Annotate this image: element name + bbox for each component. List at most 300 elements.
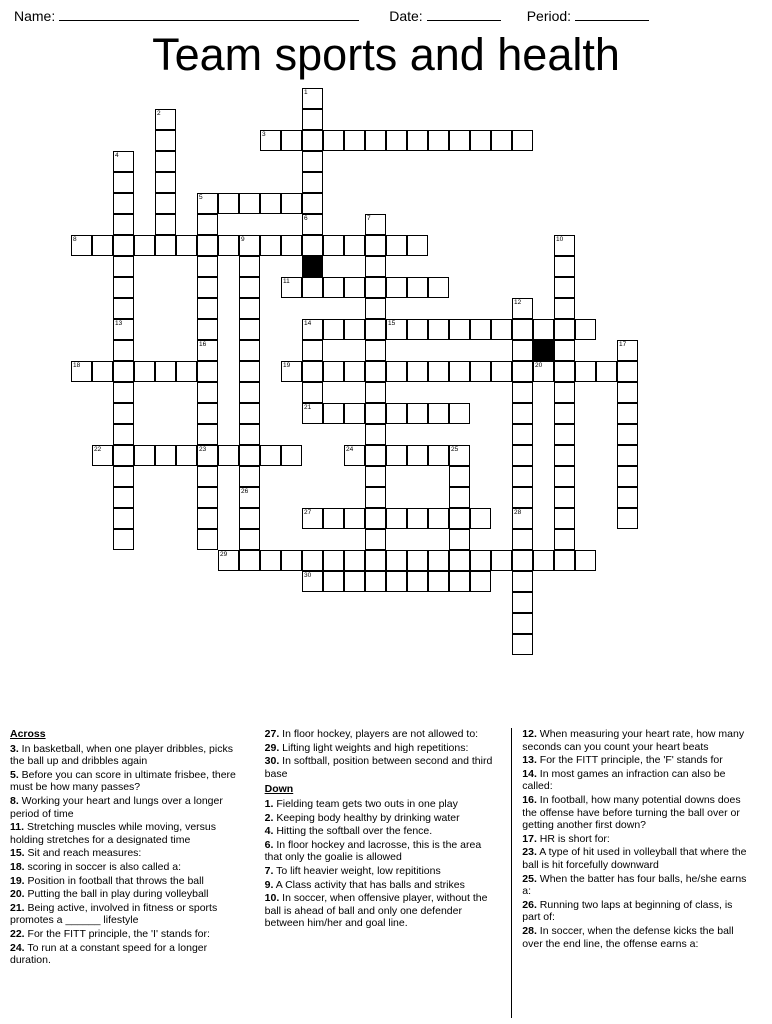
crossword-cell[interactable] <box>197 361 218 382</box>
crossword-cell[interactable] <box>428 508 449 529</box>
crossword-cell[interactable] <box>197 382 218 403</box>
crossword-cell[interactable] <box>617 508 638 529</box>
crossword-cell[interactable] <box>617 424 638 445</box>
crossword-cell[interactable] <box>281 445 302 466</box>
crossword-cell[interactable] <box>134 361 155 382</box>
crossword-cell[interactable] <box>113 508 134 529</box>
crossword-cell[interactable] <box>386 508 407 529</box>
crossword-cell[interactable] <box>365 403 386 424</box>
crossword-cell[interactable] <box>239 361 260 382</box>
clue-text: Running two laps at beginning of class, is part of: <box>522 898 733 924</box>
crossword-cell[interactable] <box>302 109 323 130</box>
crossword-cell[interactable] <box>386 361 407 382</box>
crossword-cell[interactable] <box>554 445 575 466</box>
crossword-cell[interactable] <box>449 550 470 571</box>
crossword-cell[interactable] <box>155 130 176 151</box>
crossword-cell[interactable] <box>218 193 239 214</box>
crossword-cell[interactable] <box>113 361 134 382</box>
crossword-cell[interactable] <box>554 382 575 403</box>
crossword-cell[interactable] <box>512 550 533 571</box>
crossword-cell[interactable] <box>512 340 533 361</box>
clue-item <box>265 865 500 878</box>
crossword-cell[interactable] <box>386 571 407 592</box>
down-clue-list-part1 <box>265 798 500 930</box>
crossword-cell[interactable] <box>260 550 281 571</box>
crossword-cell[interactable] <box>239 529 260 550</box>
cell-number: 23 <box>199 445 207 453</box>
crossword-cell[interactable] <box>617 340 638 361</box>
clue-number: 17. <box>522 832 537 845</box>
crossword-cell[interactable] <box>512 529 533 550</box>
crossword-cell[interactable] <box>365 319 386 340</box>
crossword-cell[interactable] <box>533 319 554 340</box>
crossword-cell[interactable] <box>113 277 134 298</box>
cell-number: 12 <box>514 298 522 306</box>
crossword-cell[interactable] <box>155 445 176 466</box>
cell-number: 29 <box>220 550 228 558</box>
crossword-cell[interactable] <box>386 277 407 298</box>
crossword-cell[interactable] <box>449 445 470 466</box>
crossword-cell[interactable] <box>302 403 323 424</box>
crossword-cell[interactable] <box>155 151 176 172</box>
crossword-cell[interactable] <box>302 130 323 151</box>
crossword-cell[interactable] <box>281 193 302 214</box>
crossword-cell[interactable] <box>323 508 344 529</box>
crossword-cell[interactable] <box>239 445 260 466</box>
crossword-cell[interactable] <box>197 445 218 466</box>
cell-number: 18 <box>73 361 81 369</box>
crossword-cell[interactable] <box>554 508 575 529</box>
crossword-cell[interactable] <box>344 403 365 424</box>
crossword-cell[interactable] <box>470 550 491 571</box>
cell-number: 10 <box>556 235 564 243</box>
crossword-cell[interactable] <box>554 529 575 550</box>
crossword-cell[interactable] <box>365 256 386 277</box>
crossword-cell[interactable] <box>512 508 533 529</box>
crossword-cell[interactable] <box>239 298 260 319</box>
cell-number: 30 <box>304 571 312 579</box>
crossword-cell[interactable] <box>554 466 575 487</box>
clue-text: For the FITT principle, the 'I' stands for: <box>24 927 210 940</box>
crossword-cell[interactable] <box>197 214 218 235</box>
crossword-cell[interactable] <box>512 403 533 424</box>
crossword-cell[interactable] <box>323 319 344 340</box>
crossword-cell[interactable] <box>386 403 407 424</box>
across-clue-list-part1 <box>10 743 249 967</box>
crossword-cell[interactable] <box>197 529 218 550</box>
crossword-cell[interactable] <box>365 340 386 361</box>
crossword-cell[interactable] <box>449 130 470 151</box>
crossword-cell[interactable] <box>554 340 575 361</box>
crossword-cell[interactable] <box>218 550 239 571</box>
crossword-cell[interactable] <box>428 550 449 571</box>
crossword-cell[interactable] <box>113 424 134 445</box>
crossword-cell[interactable] <box>554 298 575 319</box>
crossword-cell[interactable] <box>386 235 407 256</box>
crossword-cell[interactable] <box>113 235 134 256</box>
clue-number: 12. <box>522 728 537 740</box>
cell-number: 1 <box>304 88 308 96</box>
clue-item <box>10 928 249 941</box>
crossword-cell[interactable] <box>239 424 260 445</box>
crossword-cell[interactable] <box>113 298 134 319</box>
crossword-cell[interactable] <box>428 130 449 151</box>
crossword-cell[interactable] <box>512 382 533 403</box>
crossword-cell[interactable] <box>113 466 134 487</box>
crossword-cell[interactable] <box>239 508 260 529</box>
crossword-cell[interactable] <box>197 508 218 529</box>
crossword-cell[interactable] <box>323 361 344 382</box>
crossword-cell[interactable] <box>365 235 386 256</box>
crossword-cell[interactable] <box>365 424 386 445</box>
crossword-cell[interactable] <box>428 277 449 298</box>
crossword-cell[interactable] <box>176 235 197 256</box>
crossword-cell[interactable] <box>323 403 344 424</box>
crossword-cell[interactable] <box>512 298 533 319</box>
crossword-cell[interactable] <box>617 403 638 424</box>
crossword-cell[interactable] <box>197 256 218 277</box>
crossword-cell[interactable] <box>344 550 365 571</box>
crossword-cell[interactable] <box>428 319 449 340</box>
crossword-cell[interactable] <box>407 130 428 151</box>
crossword-cell[interactable] <box>491 319 512 340</box>
clue-item <box>522 925 750 950</box>
clue-text: In soccer, when offensive player, without the ball is ahead of ball and only one defender between him/her and goal line. <box>264 892 488 930</box>
crossword-cell[interactable] <box>407 403 428 424</box>
crossword-cell[interactable] <box>533 550 554 571</box>
crossword-cell[interactable] <box>512 319 533 340</box>
crossword-cell[interactable] <box>197 466 218 487</box>
crossword-cell[interactable] <box>302 382 323 403</box>
crossword-cell[interactable] <box>218 235 239 256</box>
crossword-cell[interactable] <box>470 571 491 592</box>
cell-number: 22 <box>94 445 102 453</box>
crossword-cell[interactable] <box>449 487 470 508</box>
crossword-cell[interactable] <box>449 466 470 487</box>
crossword-cell[interactable] <box>365 550 386 571</box>
cell-number: 26 <box>241 487 249 495</box>
clue-item <box>10 942 249 967</box>
crossword-cell[interactable] <box>239 277 260 298</box>
crossword-cell[interactable] <box>113 172 134 193</box>
crossword-cell[interactable] <box>239 487 260 508</box>
crossword-cell[interactable] <box>302 571 323 592</box>
crossword-cell[interactable] <box>323 571 344 592</box>
crossword-cell[interactable] <box>449 508 470 529</box>
crossword-cell[interactable] <box>512 592 533 613</box>
crossword-cell[interactable] <box>512 130 533 151</box>
crossword-cell[interactable] <box>449 571 470 592</box>
clue-number: 26. <box>522 898 537 911</box>
crossword-cell[interactable] <box>554 319 575 340</box>
crossword-cell[interactable] <box>512 571 533 592</box>
crossword-cell[interactable] <box>155 172 176 193</box>
crossword-cell[interactable] <box>365 361 386 382</box>
crossword-cell[interactable] <box>365 130 386 151</box>
crossword-cell[interactable] <box>617 445 638 466</box>
crossword-cell[interactable] <box>155 214 176 235</box>
crossword-cell[interactable] <box>512 634 533 655</box>
clue-text: In floor hockey and lacrosse, this is the area that only the goalie is allowed <box>264 838 482 864</box>
crossword-cell[interactable] <box>491 361 512 382</box>
crossword-cell[interactable] <box>512 361 533 382</box>
crossword-cell[interactable] <box>323 130 344 151</box>
crossword-cell[interactable] <box>239 193 260 214</box>
crossword-cell[interactable] <box>365 508 386 529</box>
crossword-cell[interactable] <box>428 403 449 424</box>
crossword-cell[interactable] <box>512 487 533 508</box>
crossword-cell[interactable] <box>575 550 596 571</box>
crossword-cell[interactable] <box>323 277 344 298</box>
crossword-cell[interactable] <box>155 235 176 256</box>
crossword-cell[interactable] <box>365 277 386 298</box>
crossword-cell[interactable] <box>365 445 386 466</box>
crossword-cell[interactable] <box>239 319 260 340</box>
clue-text: Before you can score in ultimate frisbee, there must be how many passes? <box>10 768 236 794</box>
clue-number: 14. <box>522 767 537 780</box>
crossword-cell[interactable] <box>554 256 575 277</box>
crossword-cell[interactable] <box>155 109 176 130</box>
clue-item <box>10 875 249 888</box>
crossword-cell[interactable] <box>407 445 428 466</box>
crossword-cell[interactable] <box>302 277 323 298</box>
crossword-cell[interactable] <box>260 235 281 256</box>
crossword-cell[interactable] <box>449 403 470 424</box>
crossword-cell[interactable] <box>302 508 323 529</box>
crossword-cell[interactable] <box>92 235 113 256</box>
crossword-cell[interactable] <box>71 361 92 382</box>
crossword-cell[interactable] <box>281 361 302 382</box>
crossword-cell[interactable] <box>302 361 323 382</box>
crossword-cell[interactable] <box>92 361 113 382</box>
crossword-cell[interactable] <box>281 130 302 151</box>
crossword-cell[interactable] <box>575 319 596 340</box>
crossword-cell[interactable] <box>134 235 155 256</box>
crossword-cell[interactable] <box>197 193 218 214</box>
crossword-cell[interactable] <box>617 361 638 382</box>
crossword-cell[interactable] <box>344 571 365 592</box>
crossword-cell[interactable] <box>260 130 281 151</box>
crossword-cell[interactable] <box>386 445 407 466</box>
clue-item <box>522 728 750 753</box>
cell-number: 5 <box>199 193 203 201</box>
crossword-cell[interactable] <box>113 319 134 340</box>
crossword-grid[interactable] <box>0 88 772 683</box>
clue-item <box>522 846 750 871</box>
cell-number: 9 <box>241 235 245 243</box>
crossword-cell[interactable] <box>365 382 386 403</box>
crossword-cell[interactable] <box>239 382 260 403</box>
crossword-cell[interactable] <box>197 340 218 361</box>
crossword-cell[interactable] <box>197 403 218 424</box>
cell-number: 19 <box>283 361 291 369</box>
clue-number: 13. <box>522 754 537 767</box>
crossword-cell[interactable] <box>512 613 533 634</box>
crossword-cell[interactable] <box>554 277 575 298</box>
crossword-cell[interactable] <box>197 298 218 319</box>
crossword-cell[interactable] <box>554 235 575 256</box>
crossword-cell[interactable] <box>197 319 218 340</box>
crossword-cell[interactable] <box>302 214 323 235</box>
crossword-cell[interactable] <box>365 529 386 550</box>
date-blank-line[interactable] <box>427 19 501 21</box>
crossword-cell[interactable] <box>323 550 344 571</box>
crossword-cell[interactable] <box>386 319 407 340</box>
clue-number: 6. <box>264 838 274 851</box>
crossword-cell[interactable] <box>155 361 176 382</box>
crossword-cell[interactable] <box>470 319 491 340</box>
crossword-cell[interactable] <box>596 361 617 382</box>
crossword-cell[interactable] <box>281 277 302 298</box>
crossword-cell[interactable] <box>365 214 386 235</box>
crossword-cell[interactable] <box>239 550 260 571</box>
clue-text: Fielding team gets two outs in one play <box>273 797 458 810</box>
crossword-cell[interactable] <box>407 571 428 592</box>
crossword-cell[interactable] <box>113 214 134 235</box>
crossword-cell[interactable] <box>155 193 176 214</box>
crossword-cell[interactable] <box>302 235 323 256</box>
crossword-cell[interactable] <box>260 193 281 214</box>
clue-number: 4. <box>264 825 274 838</box>
cell-number: 16 <box>199 340 207 348</box>
crossword-cell[interactable] <box>176 361 197 382</box>
name-blank-line[interactable] <box>59 19 359 21</box>
clue-item <box>10 861 249 874</box>
crossword-cell[interactable] <box>386 130 407 151</box>
crossword-cell[interactable] <box>113 193 134 214</box>
crossword-cell[interactable] <box>365 298 386 319</box>
crossword-cell[interactable] <box>344 130 365 151</box>
crossword-cell[interactable] <box>302 550 323 571</box>
crossword-cell[interactable] <box>407 361 428 382</box>
crossword-cell[interactable] <box>197 277 218 298</box>
crossword-cell[interactable] <box>554 550 575 571</box>
crossword-cell[interactable] <box>365 571 386 592</box>
crossword-cell[interactable] <box>197 235 218 256</box>
crossword-cell[interactable] <box>176 445 197 466</box>
crossword-cell[interactable] <box>113 487 134 508</box>
clue-number: 11. <box>10 821 25 834</box>
crossword-cell[interactable] <box>239 256 260 277</box>
clue-text: Keeping body healthy by drinking water <box>273 811 460 824</box>
crossword-cell[interactable] <box>260 445 281 466</box>
crossword-cell[interactable] <box>617 487 638 508</box>
clue-column-3 <box>511 728 762 1018</box>
crossword-cell[interactable] <box>113 256 134 277</box>
crossword-cell[interactable] <box>533 361 554 382</box>
clue-text: Stretching muscles while moving, versus holding stretches for a designated time <box>10 821 217 846</box>
crossword-cell[interactable] <box>386 550 407 571</box>
crossword-cell[interactable] <box>323 235 344 256</box>
crossword-cell[interactable] <box>365 466 386 487</box>
crossword-cell[interactable] <box>491 130 512 151</box>
crossword-cell[interactable] <box>113 529 134 550</box>
crossword-cell[interactable] <box>554 424 575 445</box>
crossword-cell[interactable] <box>344 508 365 529</box>
crossword-cell[interactable] <box>407 235 428 256</box>
crossword-cell[interactable] <box>113 340 134 361</box>
crossword-cell[interactable] <box>470 130 491 151</box>
crossword-cell[interactable] <box>554 361 575 382</box>
clue-number: 7. <box>264 864 274 877</box>
crossword-cell[interactable] <box>407 508 428 529</box>
crossword-cell[interactable] <box>512 466 533 487</box>
crossword-cell[interactable] <box>470 508 491 529</box>
crossword-cell[interactable] <box>344 361 365 382</box>
crossword-cell[interactable] <box>512 424 533 445</box>
crossword-cell[interactable] <box>281 235 302 256</box>
crossword-cell[interactable] <box>449 319 470 340</box>
crossword-cell[interactable] <box>428 445 449 466</box>
crossword-cell[interactable] <box>113 445 134 466</box>
crossword-cell[interactable] <box>302 151 323 172</box>
crossword-cell[interactable] <box>302 319 323 340</box>
crossword-cell[interactable] <box>113 151 134 172</box>
crossword-cell[interactable] <box>449 361 470 382</box>
clue-column-1 <box>10 728 261 1018</box>
crossword-cell[interactable] <box>575 361 596 382</box>
crossword-cell[interactable] <box>197 487 218 508</box>
crossword-cell[interactable] <box>407 319 428 340</box>
period-blank-line[interactable] <box>575 19 649 21</box>
crossword-cell[interactable] <box>239 466 260 487</box>
clue-text: In football, how many potential downs does the offense have before turning the ball over or getting another first down? <box>522 793 741 832</box>
crossword-cell[interactable] <box>113 382 134 403</box>
cell-number: 7 <box>367 214 371 222</box>
crossword-cell[interactable] <box>302 172 323 193</box>
crossword-cell[interactable] <box>344 277 365 298</box>
crossword-cell[interactable] <box>407 277 428 298</box>
crossword-cell[interactable] <box>449 529 470 550</box>
crossword-cell[interactable] <box>134 445 155 466</box>
crossword-cell[interactable] <box>281 550 302 571</box>
crossword-cell[interactable] <box>218 445 239 466</box>
crossword-cell[interactable] <box>617 466 638 487</box>
clue-item <box>10 888 249 901</box>
crossword-cell[interactable] <box>239 235 260 256</box>
clue-text: To lift heavier weight, low repititions <box>273 864 441 877</box>
crossword-cell[interactable] <box>491 550 512 571</box>
crossword-cell[interactable] <box>239 340 260 361</box>
crossword-cell[interactable] <box>428 571 449 592</box>
crossword-cell[interactable] <box>92 445 113 466</box>
crossword-cell[interactable] <box>344 445 365 466</box>
crossword-cell[interactable] <box>512 445 533 466</box>
clue-text: In basketball, when one player dribbles, picks the ball up and dribbles again <box>10 742 233 768</box>
crossword-cell[interactable] <box>428 361 449 382</box>
down-clue-list-part2 <box>522 728 750 950</box>
crossword-cell[interactable] <box>197 424 218 445</box>
crossword-cell[interactable] <box>302 340 323 361</box>
crossword-cell[interactable] <box>554 487 575 508</box>
crossword-cell[interactable] <box>407 550 428 571</box>
crossword-cell[interactable] <box>239 403 260 424</box>
crossword-cell[interactable] <box>71 235 92 256</box>
clue-number: 20. <box>10 888 25 901</box>
crossword-cell[interactable] <box>554 403 575 424</box>
crossword-cell[interactable] <box>344 235 365 256</box>
clue-text: In soccer, when the defense kicks the ball over the end line, the offense earns a: <box>522 924 734 950</box>
crossword-cell[interactable] <box>302 88 323 109</box>
crossword-cell[interactable] <box>617 382 638 403</box>
crossword-cell[interactable] <box>365 487 386 508</box>
clue-text: When the batter has four balls, he/she earns a: <box>522 872 747 898</box>
clue-text: Sit and reach measures: <box>24 847 142 860</box>
crossword-cell[interactable] <box>302 193 323 214</box>
crossword-cell[interactable] <box>344 319 365 340</box>
crossword-cell[interactable] <box>113 403 134 424</box>
crossword-cell[interactable] <box>470 361 491 382</box>
